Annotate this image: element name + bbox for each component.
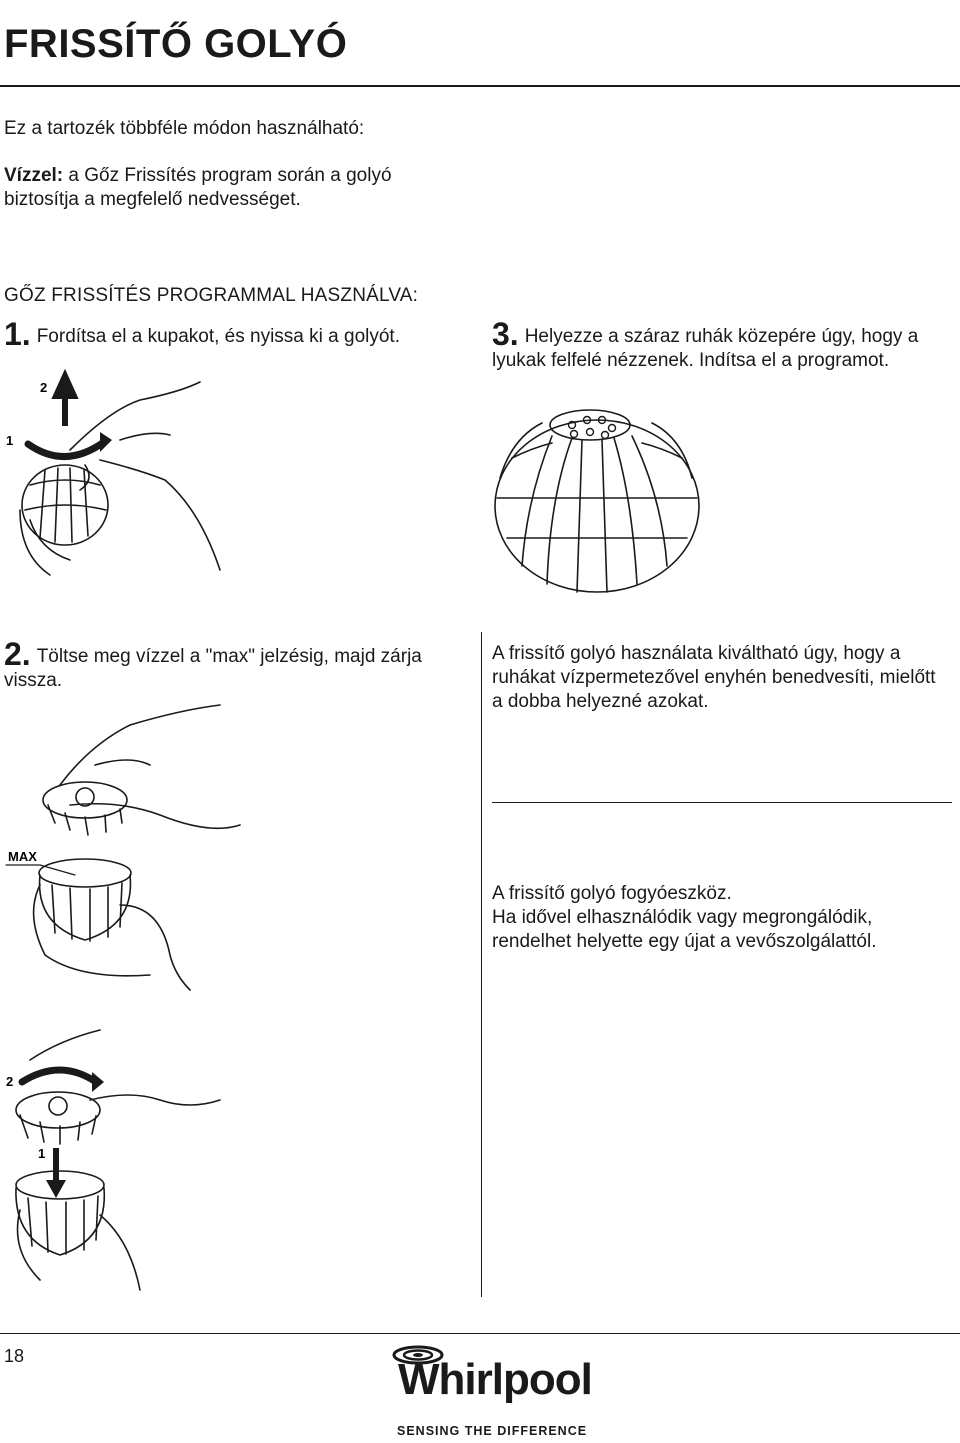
consumable-text-1: A frissítő golyó fogyóeszköz.	[492, 883, 732, 904]
step-1-number: 1.	[4, 316, 31, 352]
step-2-number: 2.	[4, 636, 31, 672]
figure-fill-water	[0, 705, 470, 995]
max-label: MAX	[8, 849, 37, 864]
brand-slogan: SENSING THE DIFFERENCE	[397, 1424, 588, 1438]
step-1	[4, 316, 464, 352]
step-3	[492, 316, 947, 373]
figure-open-ball	[0, 370, 470, 600]
rotate-arrow-icon	[92, 1072, 104, 1092]
up-arrow-icon	[56, 376, 74, 426]
title-rule	[0, 85, 960, 87]
down-arrow-icon	[46, 1180, 66, 1198]
alt-use-text: A frissítő golyó használata kiváltható úgy, hogy a ruhákat vízpermetezővel enyhén benedvesíti, mielőtt a dobba helyezné azokat.	[492, 643, 936, 712]
page-title: FRISSÍTŐ GOLYÓ	[4, 22, 348, 66]
rotate-arrow-icon	[100, 432, 112, 452]
column-divider	[481, 632, 482, 1297]
water-description: a Gőz Frissítés program során a golyó biztosítja a megfelelő nedvességet.	[4, 165, 392, 210]
consumable-text-2: Ha idővel elhasználódik vagy megrongálódik, rendelhet helyette egy újat a vevőszolgálattól.	[492, 907, 877, 952]
brand-logo: Whirlpool	[398, 1355, 592, 1404]
water-label: Vízzel:	[4, 165, 64, 186]
step-2-text: Töltse meg vízzel a "max" jelzésig, majd zárja vissza.	[4, 646, 422, 691]
page-number: 18	[4, 1346, 25, 1366]
figure-ball-holes	[492, 398, 702, 598]
step-3-text: Helyezze a száraz ruhák közepére úgy, hogy a lyukak felfelé nézzenek. Indítsa el a programot.	[492, 326, 919, 371]
footer-rule	[0, 1333, 960, 1334]
fig2-label-1: 1	[38, 1146, 46, 1161]
fig1-label-1: 1	[6, 433, 14, 448]
right-rule	[492, 802, 952, 803]
intro-text: Ez a tartozék többféle módon használható:	[4, 118, 365, 139]
fig2-label-2: 2	[6, 1074, 14, 1089]
step-3-number: 3.	[492, 316, 519, 352]
fig1-label-2: 2	[40, 380, 48, 395]
step-1-text: Fordítsa el a kupakot, és nyissa ki a golyót.	[36, 326, 400, 347]
water-usage-text	[4, 164, 434, 212]
figure-close-ball	[0, 1020, 240, 1300]
section-heading: GŐZ FRISSÍTÉS PROGRAMMAL HASZNÁLVA:	[4, 285, 419, 306]
step-2	[4, 636, 464, 693]
